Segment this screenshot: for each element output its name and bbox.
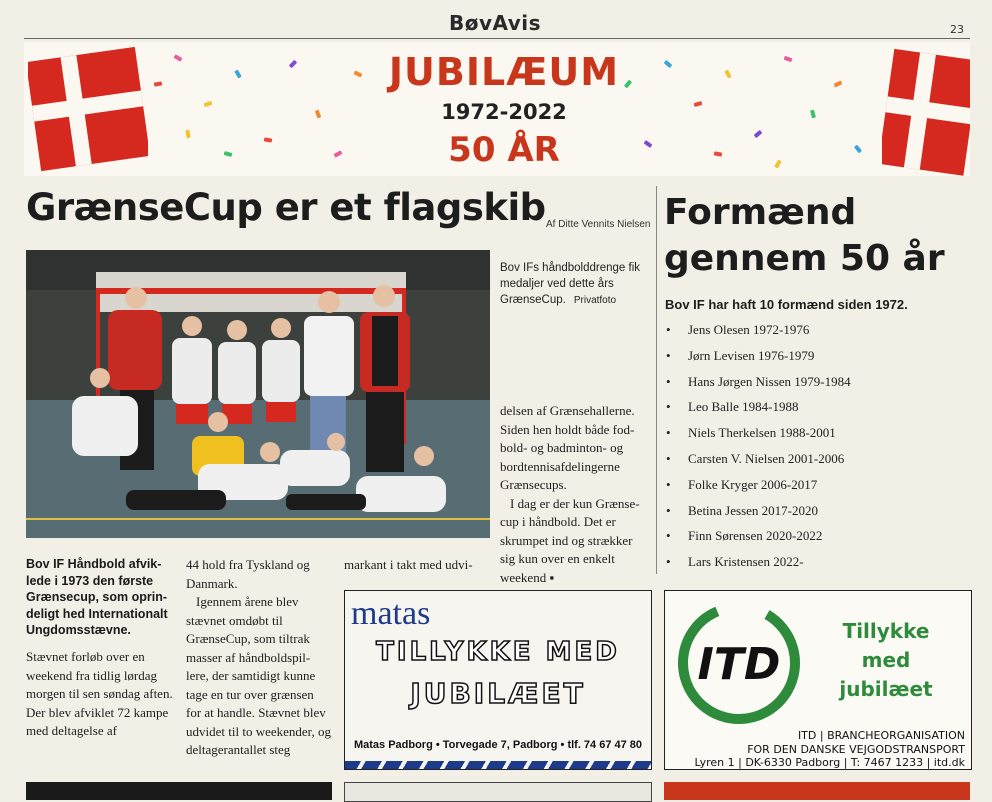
list-item: • Jørn Levisen 1976-1979 <box>664 346 964 372</box>
anniversary-banner <box>24 42 970 176</box>
article-headline: GrænseCup er et flagskib <box>26 186 546 229</box>
list-item: • Carsten V. Nielsen 2001-2006 <box>664 449 964 475</box>
itd-greeting-line2: med <box>861 648 911 672</box>
list-item: • Niels Therkelsen 1988-2001 <box>664 423 964 449</box>
itd-org-line1: ITD | BRANCHEORGANISATION <box>797 729 965 742</box>
itd-greeting-line3: jubilæet <box>839 677 933 701</box>
matas-logo: matas <box>351 595 431 632</box>
team-photo-illustration <box>26 250 490 538</box>
column-paragraph: I dag er der kun Grænse-cup i håndbold. Det er skrumpet ind og strækker sig kun over en enkelt weekend ▪ <box>500 495 640 585</box>
photo-caption <box>500 260 648 309</box>
list-item: • Hans Jørgen Nissen 1979-1984 <box>664 372 964 398</box>
caption-text: Bov IFs håndbolddrenge fik medaljer ved dette års GrænseCup. <box>500 262 641 306</box>
article-column-3 <box>344 556 490 575</box>
column-divider <box>656 186 657 574</box>
matas-stripe-decoration <box>345 761 651 769</box>
itd-logo-icon <box>675 599 803 727</box>
article-column-4 <box>500 402 648 587</box>
column-paragraph: markant i takt med udvi- <box>344 557 473 572</box>
matas-advertisement <box>344 590 652 770</box>
article-column-2 <box>186 556 332 760</box>
column-paragraph: 44 hold fra Tyskland og Danmark. <box>186 557 310 591</box>
column-paragraph: Igennem årene blev stævnet omdøbt til GrænseCup, som tiltrak masser af håndboldspil-lere, der samtidigt kunne tage en tur over grænsen for at handle. Stævnet blev udvidet til to weekender, og deltagerantallet steg <box>186 594 331 757</box>
matas-address: Matas Padborg • Torvegade 7, Padborg • tlf. 74 67 47 80 <box>353 739 643 751</box>
list-item: • Leo Balle 1984-1988 <box>664 397 964 423</box>
list-item: • Finn Sørensen 2020-2022 <box>664 526 964 552</box>
page-number: 23 <box>950 23 964 36</box>
next-ad-strip <box>664 782 970 800</box>
itd-greeting <box>811 617 961 704</box>
matas-greeting-line2: JUBILÆET <box>410 677 586 710</box>
matas-greeting-line1: TILLYKKE MED <box>376 637 620 667</box>
banner-title: JUBILÆUM <box>388 50 620 94</box>
list-item: • Jens Olesen 1972-1976 <box>664 320 964 346</box>
banner-anniversary: 50 ÅR <box>448 130 560 170</box>
masthead <box>0 0 992 40</box>
list-item: • Folke Kryger 2006-2017 <box>664 475 964 501</box>
photo-credit: Privatfoto <box>573 295 617 306</box>
team-photo <box>26 250 490 538</box>
newspaper-logo: BøvAvis <box>448 11 542 35</box>
chairmen-list <box>664 320 964 578</box>
article-lead: Bov IF Håndbold afvik-lede i 1973 den første Grænsecup, som oprin-deligt hed Internationalt Ungdomsstævne. <box>26 557 168 637</box>
list-item: • Lars Kristensen 2022- <box>664 552 964 578</box>
banner-years: 1972-2022 <box>441 100 567 124</box>
article-byline: Af Ditte Vennits Nielsen <box>546 219 651 230</box>
sidebar-title: Formænd gennem 50 år <box>664 192 945 279</box>
itd-contact: Lyren 1 | DK-6330 Padborg | T: 7467 1233 | itd.dk <box>694 756 965 769</box>
itd-greeting-line1: Tillykke <box>842 619 930 643</box>
masthead-rule <box>24 38 970 39</box>
list-item: • Betina Jessen 2017-2020 <box>664 501 964 527</box>
column-paragraph: delsen af Grænsehallerne. Siden hen holdt både fod-bold- og badminton- og bordtennisafdelingerne Grænsecups. <box>500 403 635 492</box>
danish-flag-left-icon <box>28 46 148 172</box>
article-column-1 <box>26 648 176 741</box>
sidebar-subtitle: Bov IF har haft 10 formænd siden 1972. <box>665 297 908 312</box>
itd-logo-text: ITD <box>697 639 781 690</box>
itd-org-line2: FOR DEN DANSKE VEJGODSTRANSPORT <box>747 743 965 756</box>
itd-advertisement <box>664 590 972 770</box>
danish-flag-right-icon <box>882 46 970 176</box>
column-paragraph: Stævnet forløb over en weekend fra tidlig lørdag morgen til sen søndag aften. Der blev afviklet 72 kampe med deltagelse af <box>26 649 173 738</box>
next-ad-strip <box>344 782 652 802</box>
next-ad-strip <box>26 782 332 800</box>
